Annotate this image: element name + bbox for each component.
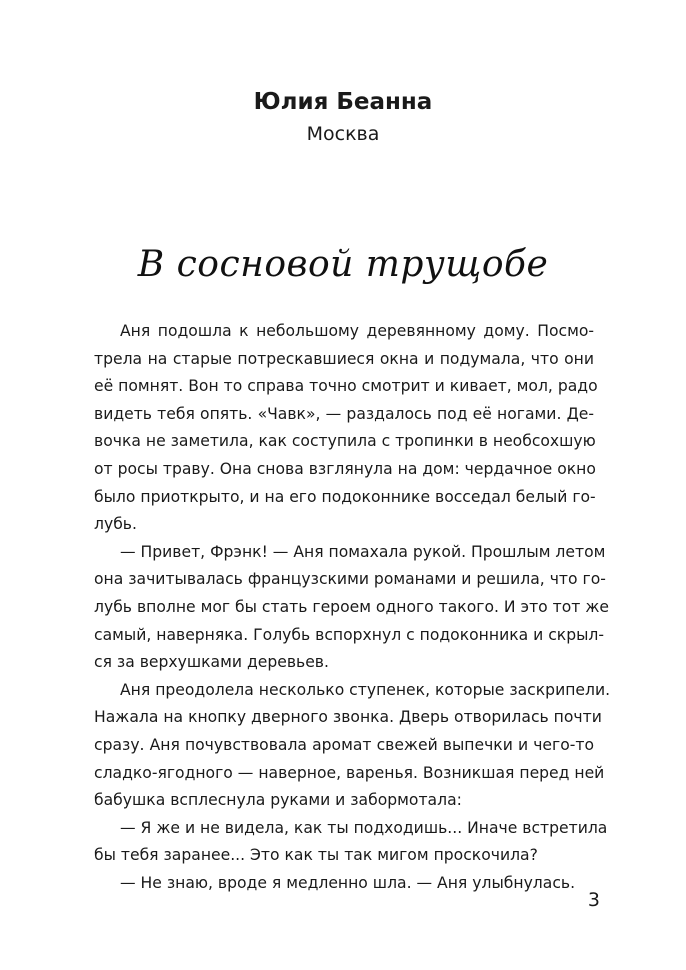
paragraph <box>94 318 598 539</box>
text-line: самый, наверняка. Голубь вспорхнул с подоконника и скрыл- <box>94 625 605 644</box>
story-text <box>94 318 611 897</box>
paragraph <box>94 539 609 677</box>
page-number: 3 <box>587 889 600 911</box>
text-line: — Я же и не видела, как ты подходишь... Иначе встретила <box>120 818 608 837</box>
text-line: — Не знаю, вроде я медленно шла. — Аня улыбнулась. <box>120 873 576 892</box>
text-line: Аня подошла к небольшому деревянному дому. Посмо- <box>120 322 594 340</box>
text-line: Аня преодолела несколько ступенек, которые заскрипели. <box>120 680 611 699</box>
text-line: лубь. <box>94 515 137 534</box>
author-city: Москва <box>306 123 380 145</box>
text-line: трела на старые потрескавшиеся окна и подумала, что они <box>94 349 594 368</box>
text-line: — Привет, Фрэнк! — Аня помахала рукой. Прошлым летом <box>120 542 606 561</box>
text-line: она зачитывалась французскими романами и решила, что го- <box>94 570 606 589</box>
text-line: от росы траву. Она снова взглянула на дом: чердачное окно <box>94 459 596 478</box>
text-line: лубь вполне мог бы стать героем одного такого. И это тот же <box>94 597 609 616</box>
text-line: вочка не заметила, как соступила с тропинки в необсохшую <box>94 432 596 451</box>
text-line: видеть тебя опять. «Чавк», — раздалось под её ногами. Де- <box>94 404 594 423</box>
text-line: Нажала на кнопку дверного звонка. Дверь отворилась почти <box>94 708 602 727</box>
author-name: Юлия Беанна <box>253 89 433 115</box>
paragraph <box>94 815 608 870</box>
text-line: её помнят. Вон то справа точно смотрит и кивает, мол, радо <box>94 377 598 396</box>
text-line: ся за верхушками деревьев. <box>94 653 329 672</box>
text-line: сладко-ягодного — наверное, варенья. Возникшая перед ней <box>94 763 605 782</box>
text-line: бы тебя заранее... Это как ты так мигом проскочила? <box>94 846 538 865</box>
text-line: бабушка всплеснула руками и забормотала: <box>94 791 462 810</box>
text-line: сразу. Аня почувствовала аромат свежей выпечки и чего-то <box>94 735 594 754</box>
paragraph <box>94 870 594 898</box>
paragraph <box>94 677 611 815</box>
story-title: В сосновой трущобе <box>137 244 549 285</box>
text-line: было приоткрыто, и на его подоконнике восседал белый го- <box>94 487 596 506</box>
